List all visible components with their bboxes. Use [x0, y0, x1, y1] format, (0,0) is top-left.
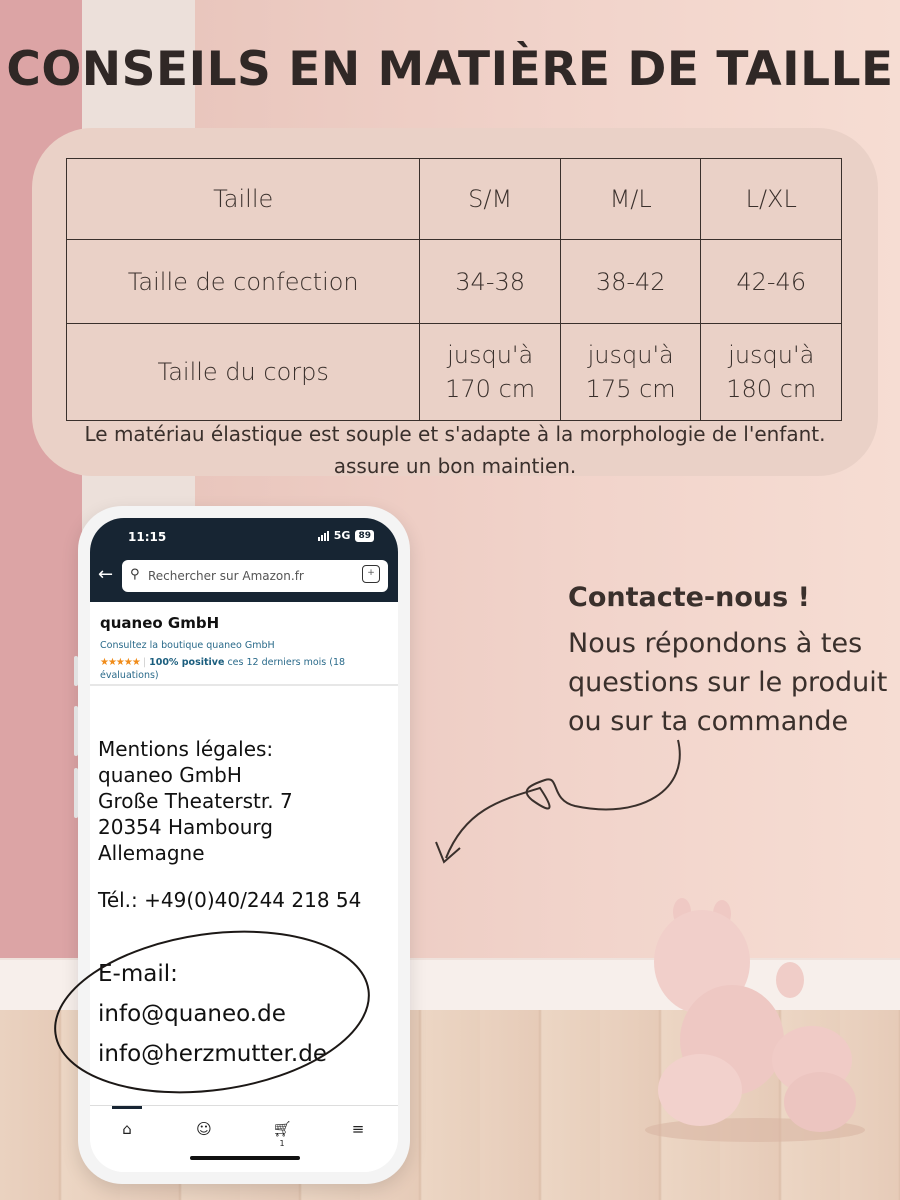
table-header-cell: Taille: [67, 159, 420, 240]
table-header-cell: M/L: [560, 159, 701, 240]
cell-line: 170 cm: [445, 375, 536, 403]
table-header-cell: S/M: [420, 159, 561, 240]
seller-name: quaneo GmbH: [100, 614, 220, 632]
table-header-cell: L/XL: [701, 159, 842, 240]
legal-line: Allemagne: [98, 841, 205, 865]
legal-line: Mentions légales:: [98, 737, 274, 761]
contact-line: questions sur le produit: [568, 667, 888, 698]
email-address[interactable]: info@quaneo.de: [98, 1001, 286, 1027]
search-icon: ⚲: [130, 567, 140, 582]
back-arrow-icon[interactable]: ←: [98, 564, 114, 585]
table-cell: 42-46: [701, 240, 842, 324]
seller-rating: ★★★★★ | 100% positive ces 12 derniers mois (18 évaluations): [100, 657, 346, 681]
row-label: Taille du corps: [67, 324, 420, 421]
cell-line: 175 cm: [585, 375, 676, 403]
rocking-toy-image: [640, 890, 870, 1150]
positive-rate: 100% positive: [149, 657, 225, 668]
menu-icon[interactable]: ≡: [351, 1120, 365, 1138]
rating-text: ces 12 derniers mois (18 évaluations): [100, 657, 346, 681]
status-time: 11:15: [128, 530, 167, 544]
cell-line: jusqu'à: [587, 341, 674, 369]
table-cell: 34-38: [420, 240, 561, 324]
note-line: Le matériau élastique est souple et s'adapte à la morphologie de l'enfant.: [84, 422, 826, 446]
cart-count: 1: [279, 1139, 285, 1148]
battery-icon: 89: [355, 530, 374, 542]
table-cell: 38-42: [560, 240, 701, 324]
curved-arrow: [446, 740, 680, 858]
cart-icon[interactable]: 🛒︎$^1$: [272, 1120, 292, 1148]
legal-line: Große Theaterstr. 7: [98, 789, 293, 813]
note-line: assure un bon maintien.: [333, 454, 577, 478]
email-address[interactable]: info@herzmutter.de: [98, 1041, 327, 1067]
star-rating-icon: ★★★★★: [100, 657, 140, 668]
camera-search-icon[interactable]: +: [362, 565, 380, 583]
cell-line: jusqu'à: [728, 341, 815, 369]
cell-line: jusqu'à: [447, 341, 534, 369]
contact-text: [568, 624, 888, 741]
email-circle: [45, 913, 380, 1111]
contact-line: Nous répondons à tes: [568, 628, 863, 659]
search-placeholder: Rechercher sur Amazon.fr: [148, 569, 304, 583]
phone-number: Tél.: +49(0)40/244 218 54: [98, 888, 362, 912]
cell-line: 180 cm: [726, 375, 817, 403]
legal-line: quaneo GmbH: [98, 763, 242, 787]
row-label: Taille de confection: [67, 240, 420, 324]
contact-line: ou sur ta commande: [568, 706, 849, 737]
email-label: E-mail:: [98, 961, 178, 987]
network-label: 5G: [333, 529, 351, 542]
store-link[interactable]: Consultez la boutique quaneo GmbH: [100, 640, 275, 651]
home-icon[interactable]: ⌂: [122, 1120, 132, 1138]
page-title: CONSEILS EN MATIÈRE DE TAILLE: [6, 42, 894, 97]
legal-line: 20354 Hambourg: [98, 815, 273, 839]
account-icon[interactable]: ☺: [196, 1120, 212, 1138]
contact-title: Contacte-nous !: [568, 582, 810, 613]
